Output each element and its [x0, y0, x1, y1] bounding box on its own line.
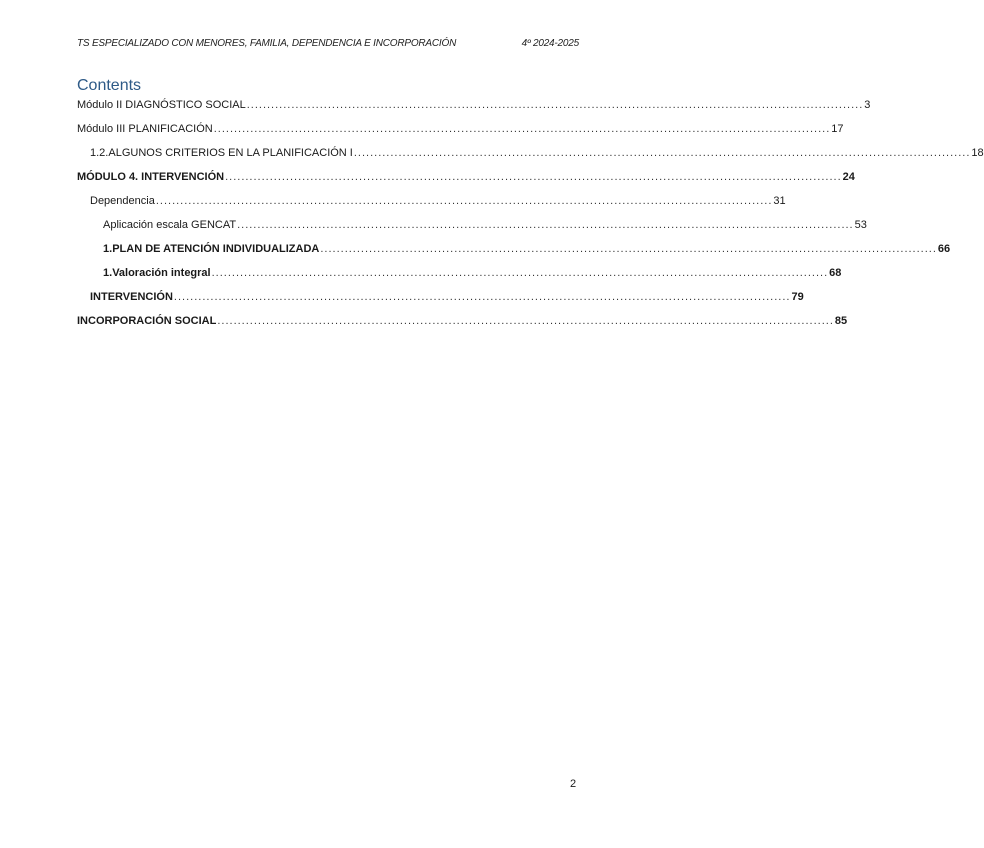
toc-leader: ........................................................................................................................................................ [155, 195, 773, 207]
toc-leader: ........................................................................................................................................................ [173, 291, 791, 303]
toc-entry-page: 31 [773, 195, 786, 207]
toc-entry-label: Módulo III PLANIFICACIÓN [77, 123, 213, 135]
toc-entry-label: ALGUNOS CRITERIOS EN LA PLANIFICACIÓN I [108, 147, 353, 159]
toc-entry-intervencion[interactable] [90, 289, 804, 305]
toc-leader: ........................................................................................................................................................ [246, 99, 864, 111]
toc-entry-diagnostico[interactable] [77, 97, 871, 113]
toc-entry-dependencia[interactable] [90, 193, 786, 209]
header-year: 4º 2024-2025 [521, 38, 579, 49]
toc-entry-page: 79 [791, 291, 804, 303]
toc-entry-label: Valoración integral [112, 267, 211, 279]
toc-entry-criterios[interactable] [90, 145, 984, 161]
toc-entry-page: 66 [937, 243, 951, 255]
toc-entry-number: 1. [103, 243, 113, 255]
toc-leader: ........................................................................................................................................................ [213, 123, 831, 135]
header-title: TS ESPECIALIZADO CON MENORES, FAMILIA, DEPENDENCIA E INCORPORACIÓN [77, 38, 457, 49]
toc-entry-label: INCORPORACIÓN SOCIAL [77, 315, 217, 327]
toc-entry-incorporacion[interactable] [77, 313, 848, 329]
toc-entry-valoracion[interactable] [103, 265, 842, 281]
toc-entry-planificacion[interactable] [77, 121, 844, 137]
toc-entry-label: Dependencia [90, 195, 155, 207]
toc-leader: ........................................................................................................................................................ [320, 243, 937, 255]
toc-entry-label: Aplicación escala GENCAT [103, 219, 237, 231]
toc-leader: ........................................................................................................................................................ [225, 171, 842, 183]
toc-entry-gencat[interactable] [103, 217, 867, 233]
toc-entry-label: INTERVENCIÓN [90, 291, 173, 303]
toc-entry-plan-atencion[interactable] [103, 241, 951, 257]
running-header [77, 38, 579, 49]
page-number: 2 [570, 778, 577, 790]
toc-entry-label: PLAN DE ATENCIÓN INDIVIDUALIZADA [112, 243, 320, 255]
toc-entry-page: 85 [834, 315, 848, 327]
toc-entry-number: 1. [103, 267, 113, 279]
toc-entry-page: 24 [842, 171, 855, 183]
toc-title: Contents [77, 77, 142, 94]
toc-entry-page: 17 [831, 123, 844, 135]
toc-entry-label: Módulo II DIAGNÓSTICO SOCIAL [77, 99, 246, 111]
toc-entry-label: MÓDULO 4. INTERVENCIÓN [77, 171, 225, 183]
toc-entry-number: 1.2. [90, 147, 109, 159]
toc-entry-page: 3 [864, 99, 871, 111]
toc-entry-modulo-4[interactable] [77, 169, 855, 185]
toc-entry-page: 68 [829, 267, 842, 279]
toc-leader: ........................................................................................................................................................ [353, 147, 971, 159]
toc-entry-page: 18 [971, 147, 984, 159]
toc-leader: ........................................................................................................................................................ [237, 219, 854, 231]
toc-leader: ........................................................................................................................................................ [211, 267, 829, 279]
toc-leader: ........................................................................................................................................................ [217, 315, 834, 327]
toc-entry-page: 53 [854, 219, 867, 231]
